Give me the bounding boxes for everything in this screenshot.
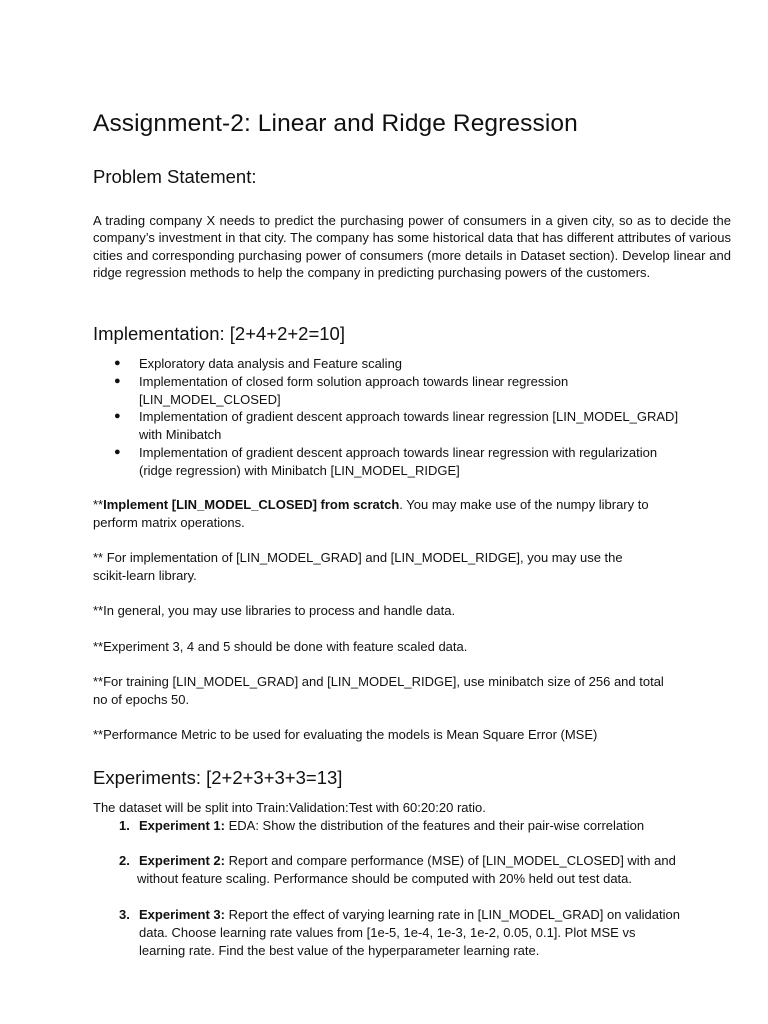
list-item-text: with Minibatch xyxy=(139,427,222,443)
bullet-icon: ● xyxy=(114,410,121,423)
experiment-item: 3. Experiment 3: Report the effect of varying learning rate in [LIN_MODEL_GRAD] on validation data. Choose learning rate values from [1e-5, 1e-4, 1e-3, 1e-2, 0.05, 0.1]. Plot MSE vs learning rate. Find the best value of the hyperparameter learning rate. xyxy=(119,907,680,958)
list-item-text: Implementation of closed form solution approach towards linear regression xyxy=(139,373,569,389)
note-scikit-learn: ** For implementation of [LIN_MODEL_GRAD] and [LIN_MODEL_RIDGE], you may use the scikit-learn library. xyxy=(93,550,623,583)
note-training: **For training [LIN_MODEL_GRAD] and [LIN_MODEL_RIDGE], use minibatch size of 256 and total no of epochs 50. xyxy=(93,674,664,707)
experiment-label: Experiment 1: xyxy=(139,818,225,833)
list-number: 3. xyxy=(119,907,130,922)
experiment-item: 1. Experiment 1: EDA: Show the distribution of the features and their pair-wise correlation xyxy=(119,818,645,833)
note-feature-scaled: **Experiment 3, 4 and 5 should be done with feature scaled data. xyxy=(93,639,468,654)
experiment-label: Experiment 2: xyxy=(139,853,225,868)
bullet-icon: ● xyxy=(114,445,121,458)
implementation-list xyxy=(93,355,733,480)
list-number: 1. xyxy=(119,818,130,833)
list-item xyxy=(93,355,733,373)
list-item-text: Implementation of gradient descent approach towards linear regression [LIN_MODEL_GRAD] xyxy=(139,409,679,425)
list-item-text: [LIN_MODEL_CLOSED] xyxy=(139,391,281,407)
bullet-icon: ● xyxy=(114,374,121,387)
implementation-heading: Implementation: [2+4+2+2=10] xyxy=(93,323,345,344)
experiment-item: 2. Experiment 2: Report and compare performance (MSE) of [LIN_MODEL_CLOSED] with and without feature scaling. Performance should be computed with 20% held out test data. xyxy=(119,853,676,886)
bullet-icon: ● xyxy=(114,357,121,369)
note-metric: **Performance Metric to be used for evaluating the models is Mean Square Error (MSE) xyxy=(93,727,598,742)
experiment-label: Experiment 3: xyxy=(139,907,225,922)
problem-heading: Problem Statement: xyxy=(93,166,257,187)
note-libraries: **In general, you may use libraries to process and handle data. xyxy=(93,603,456,618)
list-item-text: (ridge regression) with Minibatch [LIN_MODEL_RIDGE] xyxy=(139,462,460,478)
list-item xyxy=(93,444,733,480)
problem-text: A trading company X needs to predict the purchasing power of consumers in a given city, so as to decide the company’s investment in that city. The company has some historical data that has different attributes of various cities and corresponding purchasing power of consumers (more details in Dataset section). Develop linear and ridge regression methods to help the company in predicting purchasing powers of the customers. xyxy=(93,213,731,281)
list-item xyxy=(93,408,733,444)
page-title: Assignment-2: Linear and Ridge Regression xyxy=(93,110,578,137)
experiments-heading: Experiments: [2+2+3+3+3=13] xyxy=(93,767,343,788)
note-closed-from-scratch: **Implement [LIN_MODEL_CLOSED] from scratch. You may make use of the numpy library to perform matrix operations. xyxy=(93,497,649,530)
list-item-text: Exploratory data analysis and Feature scaling xyxy=(139,356,403,371)
list-number: 2. xyxy=(119,853,130,868)
experiments-intro: The dataset will be split into Train:Validation:Test with 60:20:20 ratio. xyxy=(93,800,486,815)
list-item xyxy=(93,373,733,409)
list-item-text: Implementation of gradient descent approach towards linear regression with regularization xyxy=(139,444,658,460)
